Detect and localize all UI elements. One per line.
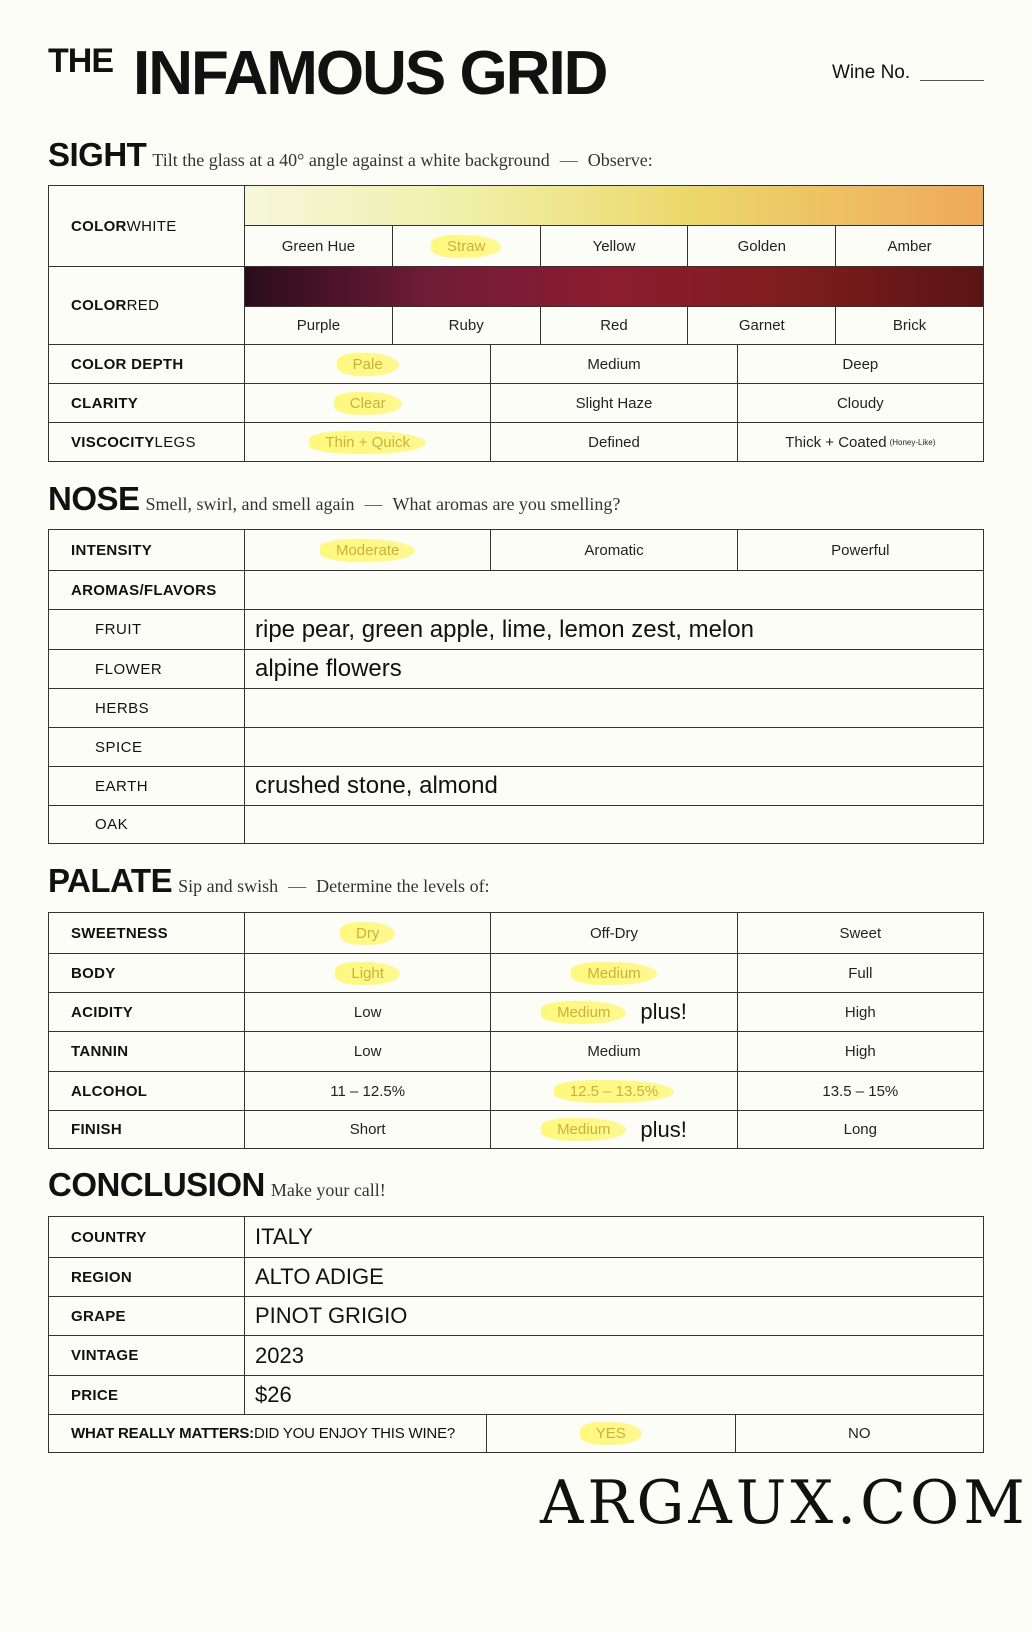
conclusion-heading	[48, 1166, 386, 1204]
aroma-label-flower: FLOWER	[49, 650, 245, 688]
aroma-row-oak	[49, 805, 983, 843]
option-cloudy[interactable]: Cloudy	[737, 384, 983, 422]
option-acidity-high[interactable]: High	[737, 993, 983, 1031]
color-depth-row	[49, 344, 983, 383]
country-label: COUNTRY	[49, 1217, 245, 1257]
aroma-label-herbs: HERBS	[49, 689, 245, 727]
aroma-value-earth[interactable]: crushed stone, almond	[255, 772, 498, 799]
option-alcohol-low[interactable]: 11 – 12.5%	[330, 1082, 406, 1100]
aroma-label-fruit: FRUIT	[49, 610, 245, 649]
nose-title: NOSE	[48, 480, 140, 517]
region-label: REGION	[49, 1258, 245, 1296]
option-tannin-medium[interactable]: Medium	[490, 1032, 736, 1071]
handwritten-note: plus!	[640, 999, 687, 1024]
region-row	[49, 1257, 983, 1296]
tannin-label: TANNIN	[49, 1032, 245, 1071]
color-white-label: COLOR WHITE	[49, 186, 245, 266]
vintage-row	[49, 1335, 983, 1375]
body-label: BODY	[49, 954, 245, 992]
color-red-label: COLOR RED	[49, 267, 245, 344]
white-color-gradient	[245, 186, 983, 226]
enjoy-row	[49, 1414, 983, 1452]
option-off-dry[interactable]: Off-Dry	[490, 913, 736, 953]
sight-grid	[48, 185, 984, 462]
finish-label: FINISH	[49, 1111, 245, 1148]
option-slight-haze[interactable]: Slight Haze	[490, 384, 736, 422]
aroma-value-herbs[interactable]	[245, 689, 983, 727]
highlighted-choice: Dry	[340, 922, 395, 945]
option-amber[interactable]: Amber	[835, 226, 983, 266]
aromas-blank	[245, 571, 983, 609]
aromas-header-row	[49, 570, 983, 609]
wine-no-label: Wine No.	[832, 62, 911, 83]
option-aromatic[interactable]: Aromatic	[490, 530, 736, 570]
price-value[interactable]: $26	[255, 1382, 292, 1407]
enjoy-no-option[interactable]: NO	[735, 1415, 984, 1452]
vintage-value[interactable]: 2023	[255, 1342, 304, 1368]
aroma-row-fruit	[49, 609, 983, 649]
conclusion-title: CONCLUSION	[48, 1166, 265, 1203]
option-pale[interactable]	[245, 345, 490, 383]
acidity-row	[49, 992, 983, 1031]
option-light[interactable]	[245, 954, 490, 992]
color-white-row	[49, 186, 983, 266]
option-defined[interactable]: Defined	[490, 423, 736, 461]
acidity-label: ACIDITY	[49, 993, 245, 1031]
intensity-row	[49, 530, 983, 570]
palate-prompt: Determine the levels of:	[316, 876, 490, 896]
aroma-value-fruit[interactable]: ripe pear, green apple, lime, lemon zest, melon	[255, 615, 754, 643]
option-finish-medium[interactable]	[490, 1111, 736, 1148]
option-purple[interactable]: Purple	[296, 317, 341, 334]
option-deep[interactable]: Deep	[737, 345, 983, 383]
option-green-hue[interactable]: Green Hue	[281, 237, 356, 255]
intensity-label: INTENSITY	[49, 530, 245, 570]
option-clear[interactable]	[245, 384, 490, 422]
title-prefix: THE	[48, 42, 113, 80]
conclusion-subtitle: Make your call!	[270, 1180, 386, 1200]
brand-logo: ARGAUX.COM	[540, 1468, 1029, 1538]
option-garnet[interactable]: Garnet	[687, 307, 835, 344]
option-ruby[interactable]: Ruby	[392, 307, 540, 344]
grape-row	[49, 1296, 983, 1335]
country-row	[49, 1217, 983, 1257]
nose-grid	[48, 529, 984, 844]
price-label: PRICE	[49, 1376, 245, 1414]
highlighted-choice: Straw	[431, 235, 501, 258]
option-tannin-low[interactable]: Low	[353, 1043, 382, 1060]
sweetness-row	[49, 913, 983, 953]
country-value[interactable]: ITALY	[255, 1224, 313, 1249]
aroma-value-flower[interactable]: alpine flowers	[255, 655, 402, 682]
palate-title: PALATE	[48, 862, 173, 899]
aroma-row-flower	[49, 649, 983, 688]
palate-heading: PALATE Sip and swish — Determine the levels of:	[48, 862, 490, 899]
page-title: INFAMOUS GRID	[133, 39, 607, 108]
clarity-row	[49, 383, 983, 422]
aromas-label: AROMAS/FLAVORS	[49, 571, 245, 609]
nose-prompt: What aromas are you smelling?	[392, 494, 621, 514]
option-short[interactable]: Short	[349, 1121, 386, 1138]
sight-prompt: Observe:	[587, 150, 653, 170]
palate-subtitle: Sip and swish	[178, 876, 279, 896]
option-dry[interactable]	[245, 913, 490, 953]
clarity-label: CLARITY	[49, 384, 245, 422]
option-acidity-medium[interactable]	[490, 993, 736, 1031]
highlighted-choice: Light	[335, 962, 400, 985]
option-alcohol-high[interactable]: 13.5 – 15%	[737, 1072, 983, 1110]
aroma-label-oak: OAK	[49, 806, 245, 843]
palate-grid	[48, 912, 984, 1149]
finish-row	[49, 1110, 983, 1148]
viscosity-row	[49, 422, 983, 461]
highlighted-choice: Medium	[571, 962, 656, 985]
option-golden[interactable]: Golden	[687, 226, 835, 266]
honey-like-note: (Honey-Like)	[889, 437, 936, 447]
color-red-row	[49, 266, 983, 344]
vintage-label: VINTAGE	[49, 1336, 245, 1375]
option-brick[interactable]: Brick	[835, 307, 983, 344]
tannin-row	[49, 1031, 983, 1071]
highlighted-choice: Clear	[334, 392, 402, 415]
option-straw[interactable]	[392, 226, 540, 266]
option-alcohol-mid[interactable]	[490, 1072, 736, 1110]
color-depth-label: COLOR DEPTH	[49, 345, 245, 383]
highlighted-choice: Moderate	[320, 539, 415, 562]
handwritten-note: plus!	[640, 1116, 687, 1142]
aroma-row-herbs	[49, 688, 983, 727]
enjoy-yes-option[interactable]	[487, 1415, 735, 1452]
alcohol-row	[49, 1071, 983, 1110]
option-powerful[interactable]: Powerful	[737, 530, 983, 570]
aroma-row-spice	[49, 727, 983, 766]
grape-value[interactable]: PINOT GRIGIO	[255, 1303, 408, 1328]
body-row	[49, 953, 983, 992]
option-moderate[interactable]	[245, 530, 490, 570]
conclusion-grid	[48, 1216, 984, 1453]
alcohol-label: ALCOHOL	[49, 1072, 245, 1110]
region-value[interactable]: ALTO ADIGE	[255, 1264, 384, 1289]
option-red[interactable]: Red	[540, 307, 688, 344]
sight-subtitle: Tilt the glass at a 40° angle against a white background	[152, 150, 550, 170]
nose-subtitle: Smell, swirl, and smell again	[145, 494, 355, 514]
highlighted-choice: 12.5 – 13.5%	[554, 1080, 674, 1103]
option-thick-coated[interactable]: Thick + Coated (Honey-Like)	[737, 423, 983, 461]
option-sweet[interactable]: Sweet	[737, 913, 983, 953]
enjoy-label: WHAT REALLY MATTERS: DID YOU ENJOY THIS WINE?	[49, 1415, 487, 1452]
highlighted-choice: Thin + Quick	[309, 431, 426, 454]
aroma-label-earth: EARTH	[49, 767, 245, 805]
option-medium[interactable]: Medium	[490, 345, 736, 383]
highlighted-choice: Medium	[541, 1001, 626, 1024]
option-long[interactable]: Long	[737, 1111, 983, 1148]
option-thin-quick[interactable]	[245, 423, 490, 461]
grape-label: GRAPE	[49, 1297, 245, 1335]
viscosity-label: VISCOCITY LEGS	[49, 423, 245, 461]
highlighted-choice: Medium	[541, 1118, 626, 1141]
price-row	[49, 1375, 983, 1414]
aroma-label-spice: SPICE	[49, 728, 245, 766]
aroma-row-earth	[49, 766, 983, 805]
highlighted-choice: YES	[580, 1422, 642, 1445]
option-tannin-high[interactable]: High	[737, 1032, 983, 1071]
red-color-gradient	[245, 267, 983, 307]
aroma-value-oak[interactable]	[245, 806, 983, 843]
sight-heading: SIGHT Tilt the glass at a 40° angle against a white background — Observe:	[48, 136, 653, 173]
option-body-medium[interactable]	[490, 954, 736, 992]
option-full[interactable]: Full	[737, 954, 983, 992]
option-yellow[interactable]: Yellow	[540, 226, 688, 266]
sweetness-label: SWEETNESS	[49, 913, 245, 953]
nose-heading: NOSE Smell, swirl, and smell again — What aromas are you smelling?	[48, 480, 621, 517]
sight-title: SIGHT	[48, 136, 147, 173]
aroma-value-spice[interactable]	[245, 728, 983, 766]
option-acidity-low[interactable]: Low	[353, 1003, 382, 1021]
wine-no-field[interactable]	[920, 80, 984, 81]
highlighted-choice: Pale	[337, 353, 399, 376]
